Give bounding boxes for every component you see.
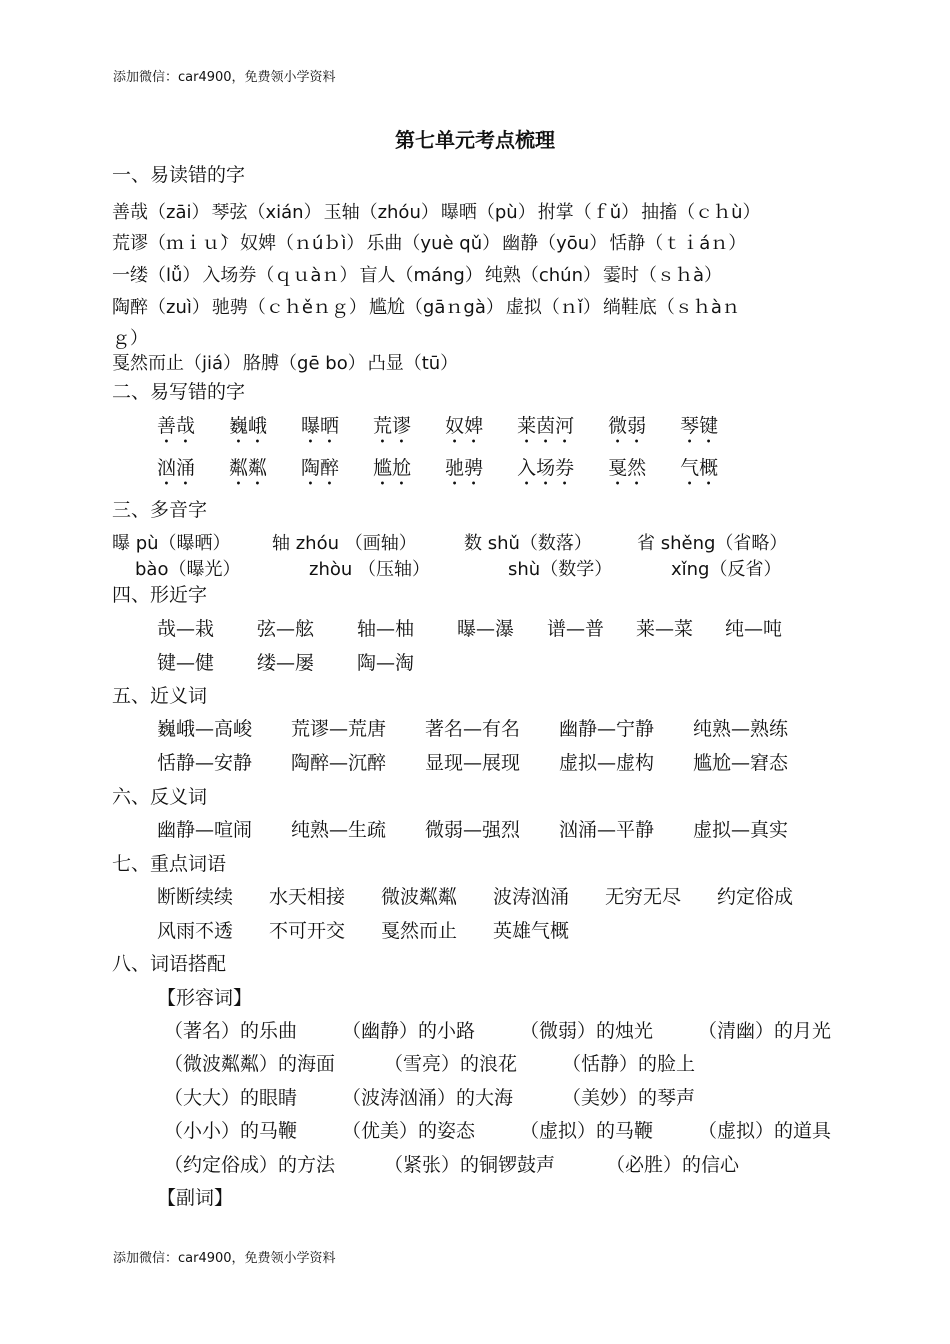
collocation: （紧张）的铜锣鼓声 bbox=[384, 1154, 556, 1176]
key-word: 英雄气概 bbox=[493, 920, 570, 942]
word: 气概 bbox=[680, 457, 719, 479]
synonym-pair: 著名—有名 bbox=[425, 718, 521, 740]
synonym-row-1 bbox=[157, 714, 788, 741]
reading-line-1 bbox=[112, 198, 763, 224]
synonym-pair: 纯熟—熟练 bbox=[693, 718, 789, 740]
collocation: （微波粼粼）的海面 bbox=[164, 1053, 336, 1075]
char-pair: 哉—栽 bbox=[157, 618, 215, 640]
collocation: （必胜）的信心 bbox=[606, 1154, 740, 1176]
word: 善哉 bbox=[157, 415, 196, 437]
polyphone-row-2 bbox=[135, 555, 782, 581]
word: 陶醉 bbox=[301, 457, 340, 479]
section-6-heading: 六、反义词 bbox=[112, 786, 208, 808]
collocation: （小小）的马鞭 bbox=[164, 1120, 298, 1142]
collocation: （约定俗成）的方法 bbox=[164, 1154, 336, 1176]
char-pair: 谱—普 bbox=[547, 618, 605, 640]
miswrite-row-2 bbox=[157, 453, 752, 490]
char-pair: 弦—舷 bbox=[257, 618, 315, 640]
page-title: 第七单元考点梳理 bbox=[395, 128, 555, 152]
polyphone-item: 曝 pù（曝晒） bbox=[112, 533, 231, 554]
antonym-pair: 汹涌—平静 bbox=[559, 819, 655, 841]
char-pair: 键—健 bbox=[157, 652, 215, 674]
polyphone-row-1 bbox=[112, 529, 787, 555]
reading-item: 盲人（máng） bbox=[359, 265, 483, 286]
polyphone-item: zhòu （压轴） bbox=[309, 559, 430, 580]
collocation: （幽静）的小路 bbox=[342, 1020, 476, 1042]
similar-chars-row-1 bbox=[157, 614, 782, 641]
char-pair: 轴—柚 bbox=[357, 618, 415, 640]
reading-item: 尴尬（gāｎgà） bbox=[368, 297, 504, 318]
word: 粼粼 bbox=[229, 457, 268, 479]
word: 戛然 bbox=[608, 457, 647, 479]
section-5-heading: 五、近义词 bbox=[112, 685, 208, 707]
reading-line-2 bbox=[112, 229, 748, 255]
reading-item: 凸显（tū） bbox=[367, 353, 459, 374]
synonym-pair: 陶醉—沉醉 bbox=[291, 752, 387, 774]
key-word: 戛然而止 bbox=[381, 920, 458, 942]
synonym-pair: 巍峨—高峻 bbox=[157, 718, 253, 740]
reading-item: 抽搐（ｃｈù） bbox=[641, 202, 761, 223]
char-pair: 缕—屡 bbox=[257, 652, 315, 674]
key-word: 风雨不透 bbox=[157, 920, 234, 942]
section-1-heading: 一、易读错的字 bbox=[112, 164, 246, 186]
reading-item: 霎时（ｓｈà） bbox=[602, 265, 723, 286]
collocation: （微弱）的烛光 bbox=[520, 1020, 654, 1042]
polyphone-item: shù（数学） bbox=[508, 559, 613, 580]
page-header: 添加微信：car4900，免费领小学资料 bbox=[113, 70, 336, 85]
antonym-pair: 纯熟—生疏 bbox=[291, 819, 387, 841]
reading-item: 陶醉（zuì） bbox=[112, 297, 210, 318]
char-pair: 曝—瀑 bbox=[457, 618, 515, 640]
word: 莱茵河 bbox=[517, 415, 575, 437]
key-word: 断断续续 bbox=[157, 886, 234, 908]
synonym-pair: 恬静—安静 bbox=[157, 752, 253, 774]
collocation: （大大）的眼睛 bbox=[164, 1087, 298, 1109]
word: 奴婢 bbox=[445, 415, 484, 437]
collocation: （恬静）的脸上 bbox=[562, 1053, 696, 1075]
word: 驰骋 bbox=[445, 457, 484, 479]
char-pair: 陶—淘 bbox=[357, 652, 415, 674]
subheading-adverbs: 【副词】 bbox=[157, 1187, 234, 1209]
reading-item: 奴婢（ｎúｂì） bbox=[240, 233, 365, 254]
word: 琴键 bbox=[680, 415, 719, 437]
polyphone-item: 轴 zhóu （画轴） bbox=[272, 533, 417, 554]
antonym-pair: 幽静—喧闹 bbox=[157, 819, 253, 841]
reading-item: 驰骋（ｃｈěｎｇ） bbox=[211, 297, 367, 318]
reading-line-4-wrap: ｇ） bbox=[112, 328, 148, 349]
reading-item: 一缕（lǚ） bbox=[112, 265, 201, 286]
collocation: （优美）的姿态 bbox=[342, 1120, 476, 1142]
collocation: （虚拟）的道具 bbox=[698, 1120, 832, 1142]
word: 曝晒 bbox=[301, 415, 340, 437]
antonym-pair: 微弱—强烈 bbox=[425, 819, 521, 841]
collocation: （波涛汹涌）的大海 bbox=[342, 1087, 514, 1109]
collocation-row-4 bbox=[164, 1116, 831, 1143]
word: 荒谬 bbox=[373, 415, 412, 437]
word: 尴尬 bbox=[373, 457, 412, 479]
key-word: 无穷无尽 bbox=[605, 886, 682, 908]
reading-item: 绱鞋底（ｓｈàｎ bbox=[602, 297, 740, 318]
synonym-pair: 荒谬—荒唐 bbox=[291, 718, 387, 740]
page-footer: 添加微信：car4900，免费领小学资料 bbox=[113, 1251, 336, 1266]
key-word: 约定俗成 bbox=[717, 886, 794, 908]
key-word: 微波粼粼 bbox=[381, 886, 458, 908]
word: 入场券 bbox=[517, 457, 575, 479]
key-word: 水天相接 bbox=[269, 886, 346, 908]
synonym-pair: 幽静—宁静 bbox=[559, 718, 655, 740]
section-8-heading: 八、词语搭配 bbox=[112, 953, 227, 975]
polyphone-item: bào（曝光） bbox=[135, 559, 241, 580]
reading-line-4 bbox=[112, 293, 742, 319]
synonym-pair: 尴尬—窘态 bbox=[693, 752, 789, 774]
section-3-heading: 三、多音字 bbox=[112, 499, 208, 521]
collocation: （著名）的乐曲 bbox=[164, 1020, 298, 1042]
polyphone-item: xǐng（反省） bbox=[671, 559, 782, 580]
reading-item: 幽静（yōu） bbox=[502, 233, 608, 254]
subheading-adjectives: 【形容词】 bbox=[157, 987, 253, 1009]
antonym-pair: 虚拟—真实 bbox=[693, 819, 789, 841]
reading-line-5 bbox=[112, 349, 460, 375]
key-word: 波涛汹涌 bbox=[493, 886, 570, 908]
synonym-pair: 显现—展现 bbox=[425, 752, 521, 774]
collocation: （美妙）的琴声 bbox=[562, 1087, 696, 1109]
word: 汹涌 bbox=[157, 457, 196, 479]
miswrite-row-1 bbox=[157, 411, 752, 448]
section-7-heading: 七、重点词语 bbox=[112, 853, 227, 875]
key-words-row-1 bbox=[157, 882, 793, 909]
reading-item: 善哉（zāi） bbox=[112, 202, 210, 223]
word: 微弱 bbox=[608, 415, 647, 437]
char-pair: 莱—菜 bbox=[636, 618, 694, 640]
reading-item: 乐曲（yuè qǔ） bbox=[366, 233, 501, 254]
collocation: （雪亮）的浪花 bbox=[384, 1053, 518, 1075]
similar-chars-row-2 bbox=[157, 648, 414, 675]
key-word: 不可开交 bbox=[269, 920, 346, 942]
reading-item: 虚拟（ｎǐ） bbox=[505, 297, 601, 318]
word: 巍峨 bbox=[229, 415, 268, 437]
key-words-row-2 bbox=[157, 916, 569, 943]
polyphone-item: 省 shěng（省略） bbox=[637, 533, 788, 554]
reading-item: 拊掌（ｆǔ） bbox=[537, 202, 640, 223]
reading-item: 纯熟（chún） bbox=[484, 265, 601, 286]
section-2-heading: 二、易写错的字 bbox=[112, 381, 246, 403]
reading-item: 恬静（ｔｉáｎ） bbox=[609, 233, 747, 254]
reading-item: 入场券（ｑｕàｎ） bbox=[202, 265, 358, 286]
reading-line-3 bbox=[112, 261, 724, 287]
reading-item: 琴弦（xián） bbox=[211, 202, 322, 223]
synonym-pair: 虚拟—虚构 bbox=[559, 752, 655, 774]
polyphone-item: 数 shǔ（数落） bbox=[464, 533, 592, 554]
reading-item: 戛然而止（jiá） bbox=[112, 353, 242, 374]
collocation-row-3 bbox=[164, 1083, 695, 1110]
reading-item: 胳膊（gē bo） bbox=[243, 353, 366, 374]
reading-item: 荒谬（ｍｉｕ̀） bbox=[112, 233, 238, 254]
collocation-row-2 bbox=[164, 1049, 695, 1076]
reading-item: 曝晒（pù） bbox=[440, 202, 536, 223]
collocation-row-5 bbox=[164, 1150, 739, 1177]
collocation-row-1 bbox=[164, 1016, 831, 1043]
synonym-row-2 bbox=[157, 748, 788, 775]
collocation: （虚拟）的马鞭 bbox=[520, 1120, 654, 1142]
antonym-row-1 bbox=[157, 815, 788, 842]
collocation: （清幽）的月光 bbox=[698, 1020, 832, 1042]
section-4-heading: 四、形近字 bbox=[112, 584, 208, 606]
reading-item: 玉轴（zhóu） bbox=[323, 202, 439, 223]
char-pair: 纯—吨 bbox=[725, 618, 783, 640]
